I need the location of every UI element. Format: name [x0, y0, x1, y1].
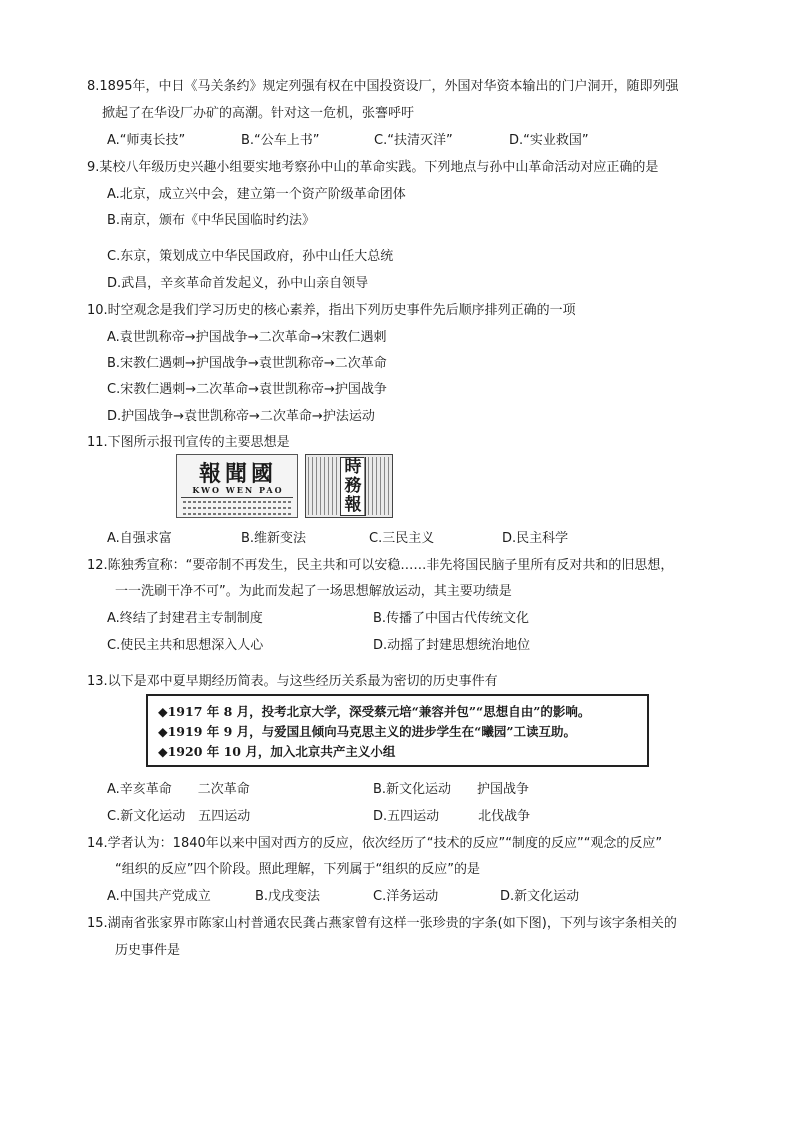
- newspaper2-title: 時務報: [340, 457, 366, 516]
- q14-option-d: D.新文化运动: [500, 889, 580, 904]
- q8-stem-line1: 8.1895年，中日《马关条约》规定列强有权在中国投资设厂，外国对华资本输出的门户洞开，随即列强: [87, 79, 679, 94]
- q14-stem-line2: “组织的反应”四个阶段。照此理解，下列属于“组织的反应”的是: [115, 862, 480, 877]
- q11-option-d: D.民主科学: [502, 531, 569, 546]
- q11-stem: 11.下图所示报刊宣传的主要思想是: [87, 435, 290, 450]
- q15-stem-line2: 历史事件是: [115, 943, 181, 958]
- q8-option-d: D.“实业救国”: [509, 133, 589, 148]
- q12-stem-line2: 一一洗刷干净不可”。为此而发起了一场思想解放运动，其主要功绩是: [115, 584, 512, 599]
- q8-option-a: A.“师夷长技”: [107, 133, 186, 148]
- q11-option-b: B.维新变法: [241, 531, 307, 546]
- newspaper-kwo-wen-pao-image: [176, 454, 298, 518]
- q8-stem-line2: 掀起了在华设厂办矿的高潮。针对这一危机，张謇呼吁: [102, 106, 415, 121]
- q13-experience-table: [146, 694, 649, 767]
- q9-option-d: D.武昌，辛亥革命首发起义，孙中山亲自领导: [107, 276, 369, 291]
- q11-option-a: A.自强求富: [107, 531, 172, 546]
- q14-stem-line1: 14.学者认为：1840年以来中国对西方的反应，依次经历了“技术的反应”“制度的反应”“观念的反应”: [87, 836, 663, 851]
- newspaper1-text-row: [183, 507, 291, 509]
- newspaper1-subtitle: KWO WEN PAO: [192, 485, 284, 495]
- q8-option-b: B.“公车上书”: [241, 133, 320, 148]
- newspaper2-text-columns: [308, 457, 338, 515]
- newspaper1-title: 報聞國: [198, 461, 277, 487]
- q13-stem: 13.以下是邓中夏早期经历简表。与这些经历关系最为密切的历史事件有: [87, 674, 498, 689]
- newspaper-shiwubao-image: [305, 454, 393, 518]
- q8-option-c: C.“扶清灭洋”: [374, 133, 453, 148]
- newspaper1-text-row: [183, 513, 291, 515]
- q9-option-b: B.南京，颁布《中华民国临时约法》: [107, 213, 316, 228]
- q12-option-a: A.终结了封建君主专制制度: [107, 611, 263, 626]
- q10-option-a: A.袁世凯称帝→护国战争→二次革命→宋教仁遇刺: [107, 330, 387, 345]
- newspaper1-text-row: [183, 501, 291, 503]
- q13-box-line3: ◆1920 年 10 月，加入北京共产主义小组: [158, 744, 396, 759]
- q13-box-line2: ◆1919 年 9 月，与爱国且倾向马克思主义的进步学生在“曦园”工读互助。: [158, 724, 577, 739]
- q14-option-c: C.洋务运动: [373, 889, 439, 904]
- q10-option-c: C.宋教仁遇刺→二次革命→袁世凯称帝→护国战争: [107, 382, 387, 397]
- q9-option-c: C.东京，策划成立中华民国政府，孙中山任大总统: [107, 249, 394, 264]
- q10-stem: 10.时空观念是我们学习历史的核心素养，指出下列历史事件先后顺序排列正确的一项: [87, 303, 576, 318]
- q12-option-c: C.使民主共和思想深入人心: [107, 638, 264, 653]
- q14-option-b: B.戊戌变法: [255, 889, 321, 904]
- q12-option-d: D.动摇了封建思想统治地位: [373, 638, 531, 653]
- newspaper2-text-columns: [364, 457, 390, 515]
- q11-option-c: C.三民主义: [369, 531, 435, 546]
- newspaper1-rule: [181, 497, 293, 498]
- q14-option-a: A.中国共产党成立: [107, 889, 211, 904]
- q13-option-c: C.新文化运动 五四运动: [107, 809, 251, 824]
- q9-stem: 9.某校八年级历史兴趣小组要实地考察孙中山的革命实践。下列地点与孙中山革命活动对应正确的是: [87, 160, 659, 175]
- q12-stem-line1: 12.陈独秀宣称：“要帝制不再发生，民主共和可以安稳……非先将国民脑子里所有反对共和的旧思想，: [87, 558, 674, 573]
- q10-option-b: B.宋教仁遇刺→护国战争→袁世凯称帝→二次革命: [107, 356, 387, 371]
- q9-option-a: A.北京，成立兴中会，建立第一个资产阶级革命团体: [107, 187, 406, 202]
- q13-box-line1: ◆1917 年 8 月，投考北京大学，深受蔡元培“兼容并包”“思想自由”的影响。: [158, 704, 591, 719]
- q13-option-a: A.辛亥革命 二次革命: [107, 782, 250, 797]
- q10-option-d: D.护国战争→袁世凯称帝→二次革命→护法运动: [107, 409, 375, 424]
- q13-option-d: D.五四运动 北伐战争: [373, 809, 531, 824]
- q15-stem-line1: 15.湖南省张家界市陈家山村普通农民龚占燕家曾有这样一张珍贵的字条(如下图)，下列与该字条相关的: [87, 916, 677, 931]
- q13-option-b: B.新文化运动 护国战争: [373, 782, 530, 797]
- q12-option-b: B.传播了中国古代传统文化: [373, 611, 530, 626]
